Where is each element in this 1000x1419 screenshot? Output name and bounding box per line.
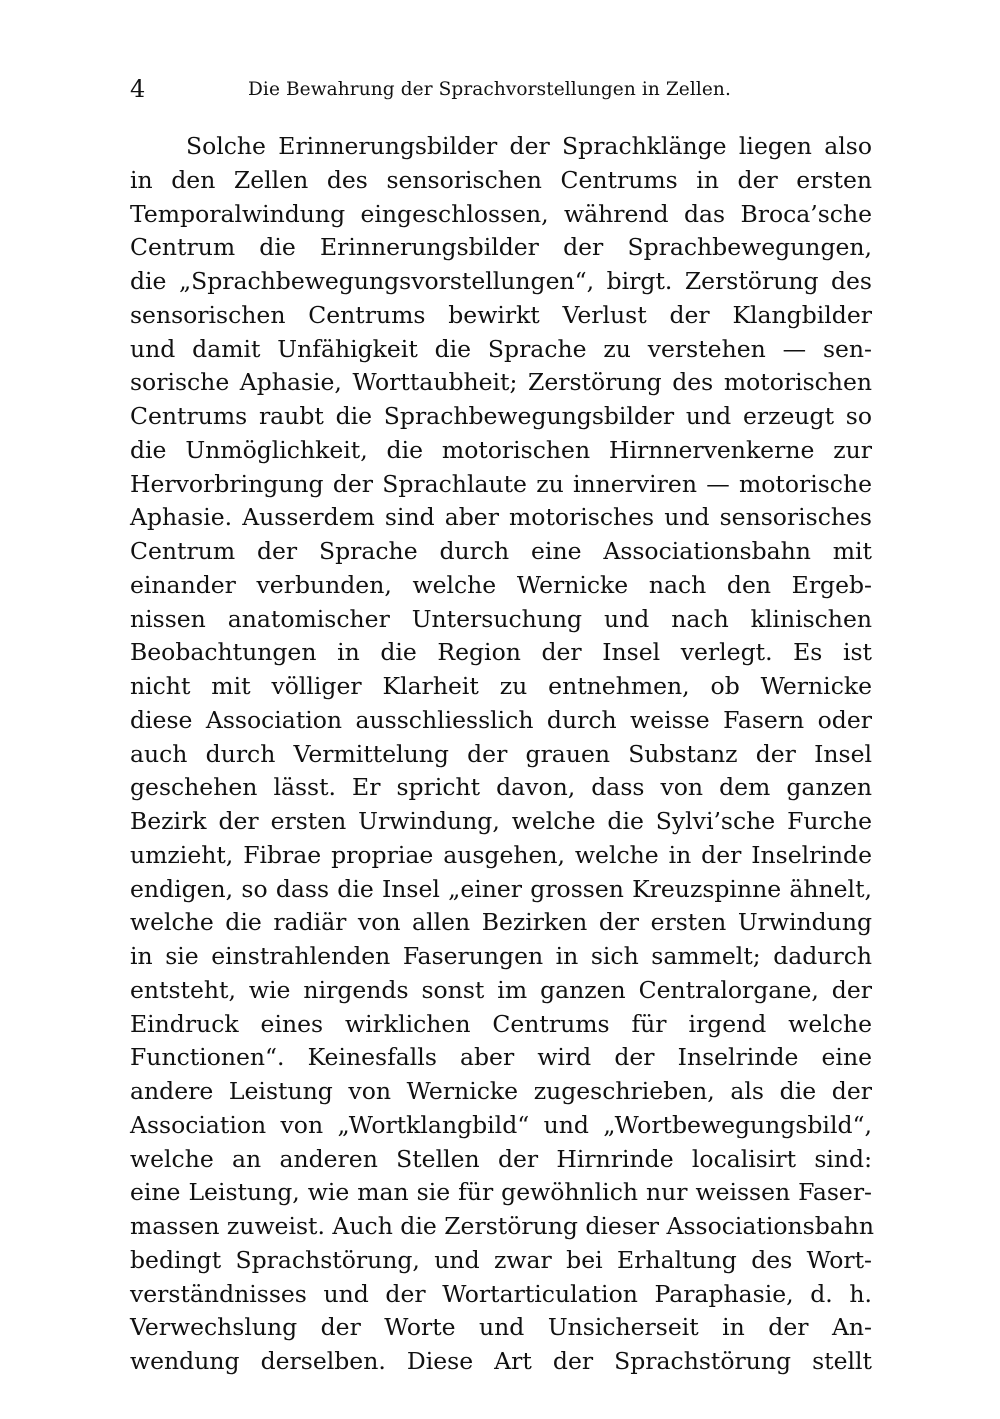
text-line: nissen anatomischer Untersuchung und nach klinischen <box>130 604 872 633</box>
text-line: und damit Unfähigkeit die Sprache zu verstehen — sen- <box>130 334 872 363</box>
running-title: Die Bewahrung der Sprachvorstellungen in Zellen. <box>248 79 731 100</box>
text-line: in den Zellen des sensorischen Centrums in der ersten <box>130 165 872 194</box>
text-line: Solche Erinnerungsbilder der Sprachklänge liegen also <box>186 132 872 160</box>
text-line: bedingt Sprachstörung, und zwar bei Erhaltung des Wort- <box>130 1245 872 1274</box>
text-line: Bezirk der ersten Urwindung, welche die Sylvi’sche Furche <box>130 807 872 835</box>
text-line: welche an anderen Stellen der Hirnrinde localisirt sind: <box>130 1144 872 1173</box>
text-line: sorische Aphasie, Worttaubheit; Zerstörung des motorischen <box>130 368 872 397</box>
text-line: eine Leistung, wie man sie für gewöhnlich nur weissen Faser- <box>130 1178 872 1207</box>
text-line: endigen, so dass die Insel „einer grossen Kreuzspinne ähnelt, <box>130 874 872 903</box>
text-line: Aphasie. Ausserdem sind aber motorisches und sensorisches <box>130 503 872 532</box>
text-line: diese Association ausschliesslich durch weisse Fasern oder <box>130 705 872 734</box>
text-line: Verwechslung der Worte und Unsicherseit in der An- <box>130 1313 872 1342</box>
text-line: massen zuweist. Auch die Zerstörung dieser Associationsbahn <box>130 1212 875 1240</box>
body-text <box>130 130 875 1379</box>
text-line: Functionen“. Keinesfalls aber wird der Inselrinde eine <box>130 1043 872 1072</box>
text-line: wendung derselben. Diese Art der Sprachstörung stellt <box>130 1347 872 1375</box>
text-line: geschehen lässt. Er spricht davon, dass von dem ganzen <box>130 773 872 802</box>
text-line: Centrum der Sprache durch eine Associationsbahn mit <box>130 537 872 565</box>
page-number: 4 <box>130 75 146 103</box>
text-line: entsteht, wie nirgends sonst im ganzen Centralorgane, der <box>130 975 872 1004</box>
text-line: einander verbunden, welche Wernicke nach den Ergeb- <box>130 570 872 599</box>
text-line: die Unmöglichkeit, die motorischen Hirnnervenkerne zur <box>130 435 872 464</box>
text-line: Temporalwindung eingeschlossen, während das Broca’sche <box>130 199 872 228</box>
text-line: Centrum die Erinnerungsbilder der Sprachbewegungen, <box>130 233 872 262</box>
text-line: in sie einstrahlenden Faserungen in sich sammelt; dadurch <box>130 942 872 970</box>
text-line: Beobachtungen in die Region der Insel verlegt. Es ist <box>130 638 872 667</box>
text-line: die „Sprachbewegungsvorstellungen“, birgt. Zerstörung des <box>130 267 872 295</box>
text-line: Centrums raubt die Sprachbewegungsbilder und erzeugt so <box>130 402 872 430</box>
text-line: Association von „Wortklangbild“ und „Wortbewegungsbild“, <box>130 1110 872 1139</box>
text-line: auch durch Vermittelung der grauen Substanz der Insel <box>130 739 872 768</box>
text-line: umzieht, Fibrae propriae ausgehen, welche in der Inselrinde <box>130 840 872 869</box>
text-line: Hervorbringung der Sprachlaute zu innerviren — motorische <box>130 469 872 498</box>
text-line: andere Leistung von Wernicke zugeschrieben, als die der <box>130 1077 872 1105</box>
text-line: Eindruck eines wirklichen Centrums für irgend welche <box>130 1009 872 1038</box>
text-line: welche die radiär von allen Bezirken der ersten Urwindung <box>130 908 872 937</box>
text-line: verständnisses und der Wortarticulation Paraphasie, d. h. <box>130 1279 872 1308</box>
text-line: sensorischen Centrums bewirkt Verlust der Klangbilder <box>130 300 872 329</box>
text-line: nicht mit völliger Klarheit zu entnehmen, ob Wernicke <box>130 672 872 700</box>
page-header <box>130 74 872 104</box>
